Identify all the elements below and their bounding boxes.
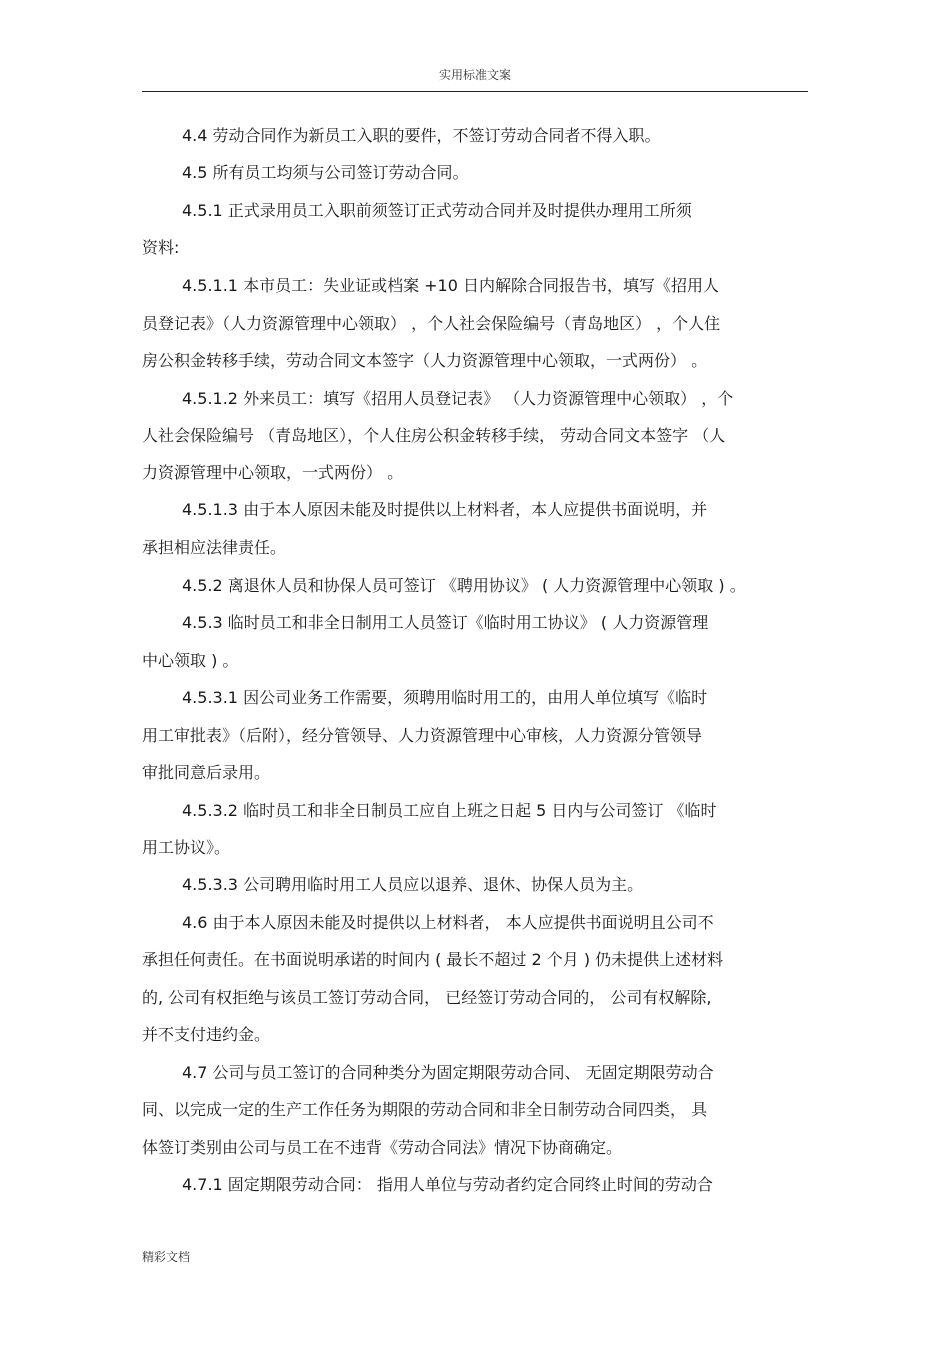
paragraph-line: 4.5.3.1 因公司业务工作需要，须聘用临时用工的，由用人单位填写《临时 <box>182 688 708 707</box>
paragraph-line: 用工审批表》（后附），经分管领导、人力资源管理中心审核，人力资源分管领导 <box>142 726 703 745</box>
paragraph-line: 4.5.3 临时员工和非全日制用工人员签订《临时用工协议》 ( 人力资源管理 <box>182 613 709 632</box>
paragraph-line: 4.5.3.3 公司聘用临时用工人员应以退养、退休、协保人员为主。 <box>182 875 644 894</box>
paragraph-line: 4.6 由于本人原因未能及时提供以上材料者， 本人应提供书面说明且公司不 <box>182 913 714 932</box>
paragraph-line: 4.5.1.3 由于本人原因未能及时提供以上材料者，本人应提供书面说明，并 <box>182 500 708 519</box>
paragraph-line: 的, 公司有权拒绝与该员工签订劳动合同， 已经签订劳动合同的， 公司有权解除, <box>142 988 712 1007</box>
paragraph-line: 同、以完成一定的生产工作任务为期限的劳动合同和非全日制劳动合同四类， 具 <box>142 1100 708 1119</box>
paragraph-line: 承担任何责任。在书面说明承诺的时间内 ( 最长不超过 2 个月 ) 仍未提供上述材料 <box>142 950 724 969</box>
paragraph-line: 房公积金转移手续，劳动合同文本签字（人力资源管理中心领取，一式两份） 。 <box>142 351 708 370</box>
page-footer: 精彩文档 <box>142 1250 191 1264</box>
paragraph-line: 中心领取 ) 。 <box>142 651 239 670</box>
paragraph-line: 4.7.1 固定期限劳动合同： 指用人单位与劳动者约定合同终止时间的劳动合 <box>182 1175 713 1194</box>
page-header: 实用标准文案 <box>438 68 511 82</box>
paragraph-line: 4.5.3.2 临时员工和非全日制员工应自上班之日起 5 日内与公司签订 《临时 <box>182 801 717 820</box>
paragraph-line: 4.5.1 正式录用员工入职前须签订正式劳动合同并及时提供办理用工所须 <box>182 201 692 220</box>
paragraph-line: 4.7 公司与员工签订的合同种类分为固定期限劳动合同、 无固定期限劳动合 <box>182 1063 714 1082</box>
paragraph-line: 审批同意后录用。 <box>142 763 271 782</box>
paragraph-line: 并不支付违约金。 <box>142 1025 271 1044</box>
paragraph-line: 4.5.2 离退休人员和协保人员可签订 《聘用协议》 ( 人力资源管理中心领取 ) 。 <box>182 576 746 595</box>
paragraph-line: 资料: <box>142 238 180 257</box>
paragraph-line: 用工协议》。 <box>142 838 231 857</box>
paragraph-line: 承担相应法律责任。 <box>142 538 287 557</box>
paragraph-line: 4.5.1.2 外来员工：填写《招用人员登记表》 （人力资源管理中心领取） ，个 <box>182 389 734 408</box>
paragraph-line: 力资源管理中心领取，一式两份） 。 <box>142 463 404 482</box>
paragraph-line: 员登记表》（人力资源管理中心领取） ，个人社会保险编号（青岛地区） ，个人住 <box>142 314 721 333</box>
paragraph-line: 体签订类别由公司与员工在不违背《劳动合同法》情况下协商确定。 <box>142 1138 623 1157</box>
paragraph-line: 4.5 所有员工均须与公司签订劳动合同。 <box>182 163 469 182</box>
paragraph-line: 4.4 劳动合同作为新员工入职的要件，不签订劳动合同者不得入职。 <box>182 126 661 145</box>
paragraph-line: 4.5.1.1 本市员工：失业证或档案 +10 日内解除合同报告书，填写《招用人 <box>182 276 720 295</box>
paragraph-line: 人社会保险编号 （青岛地区），个人住房公积金转移手续， 劳动合同文本签字 （人 <box>142 426 726 445</box>
header-divider <box>142 91 808 92</box>
